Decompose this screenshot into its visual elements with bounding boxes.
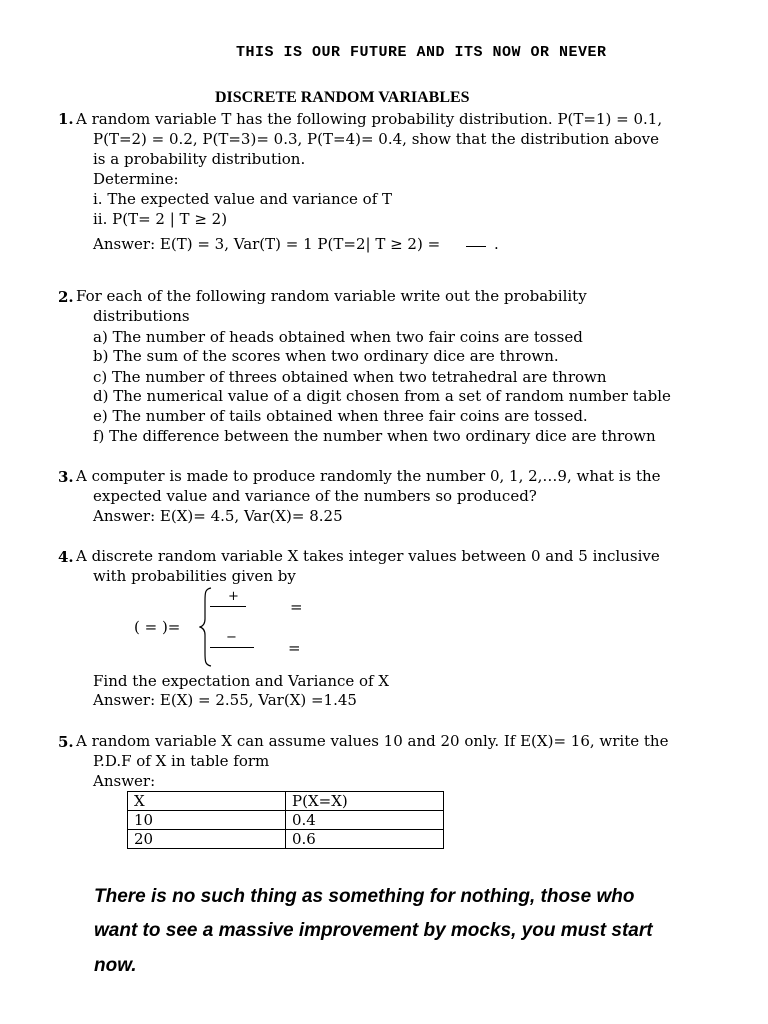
question-number: 3. <box>58 468 74 486</box>
table-cell: 20 <box>128 830 286 849</box>
question-text: ii. P(T= 2 | T ≥ 2) <box>93 210 228 228</box>
question-text: distributions <box>93 307 190 325</box>
closing-line: now. <box>94 955 137 976</box>
list-item: c) The number of threes obtained when two tetrahedral are thrown <box>93 368 607 386</box>
minus-sign: − <box>226 630 237 645</box>
question-text: is a probability distribution. <box>93 150 306 168</box>
table-cell: 0.4 <box>286 811 444 830</box>
fraction-bar <box>466 246 486 247</box>
question-text: P(T=2) = 0.2, P(T=3)= 0.3, P(T=4)= 0.4, show that the distribution above <box>93 130 660 148</box>
equals-sign: = <box>290 598 303 616</box>
question-text: P.D.F of X in table form <box>93 752 270 770</box>
answer-text: Answer: E(X)= 4.5, Var(X)= 8.25 <box>93 507 343 525</box>
question-text: A random variable T has the following probability distribution. P(T=1) = 0.1, <box>76 110 663 128</box>
question-number: 5. <box>58 733 74 751</box>
piecewise-lhs: ( = )= <box>134 618 181 636</box>
answer-text: Answer: E(X) = 2.55, Var(X) =1.45 <box>93 691 357 709</box>
table-row <box>128 811 444 830</box>
table-header-cell: X <box>128 792 286 811</box>
table-cell: 0.6 <box>286 830 444 849</box>
list-item: a) The number of heads obtained when two fair coins are tossed <box>93 328 583 346</box>
list-item: d) The numerical value of a digit chosen from a set of random number table <box>93 387 671 405</box>
answer-text: Answer: E(T) = 3, Var(T) = 1 P(T=2| T ≥ 2) = <box>93 235 441 253</box>
question-text: A discrete random variable X takes integer values between 0 and 5 inclusive <box>76 547 660 565</box>
question-text: For each of the following random variable write out the probability <box>76 287 587 305</box>
answer-label: Answer: <box>93 772 156 790</box>
question-text: A random variable X can assume values 10 and 20 only. If E(X)= 16, write the <box>76 732 669 750</box>
pdf-table <box>127 791 444 849</box>
table-header-row <box>128 792 444 811</box>
question-number: 1. <box>58 110 74 128</box>
page-motto: THIS IS OUR FUTURE AND ITS NOW OR NEVER <box>236 44 607 61</box>
list-item: f) The difference between the number when two ordinary dice are thrown <box>93 427 656 445</box>
question-text: i. The expected value and variance of T <box>93 190 393 208</box>
list-item: b) The sum of the scores when two ordinary dice are thrown. <box>93 347 559 365</box>
equals-sign: = <box>288 639 301 657</box>
answer-text: . <box>494 235 499 253</box>
table-cell: 10 <box>128 811 286 830</box>
closing-line: There is no such thing as something for nothing, those who <box>94 886 635 907</box>
page-title: DISCRETE RANDOM VARIABLES <box>215 89 470 106</box>
left-brace-icon <box>199 587 213 667</box>
question-text: with probabilities given by <box>93 567 296 585</box>
question-text: Find the expectation and Variance of X <box>93 672 390 690</box>
question-text: A computer is made to produce randomly the number 0, 1, 2,…9, what is the <box>76 467 661 485</box>
question-text: expected value and variance of the numbers so produced? <box>93 487 537 505</box>
closing-line: want to see a massive improvement by mocks, you must start <box>94 920 653 941</box>
plus-sign: + <box>228 589 239 604</box>
table-header-cell: P(X=X) <box>286 792 444 811</box>
question-number: 4. <box>58 548 74 566</box>
fraction-bar <box>210 606 246 607</box>
question-number: 2. <box>58 288 74 306</box>
question-text: Determine: <box>93 170 179 188</box>
list-item: e) The number of tails obtained when three fair coins are tossed. <box>93 407 588 425</box>
table-row <box>128 830 444 849</box>
fraction-bar <box>210 647 254 648</box>
